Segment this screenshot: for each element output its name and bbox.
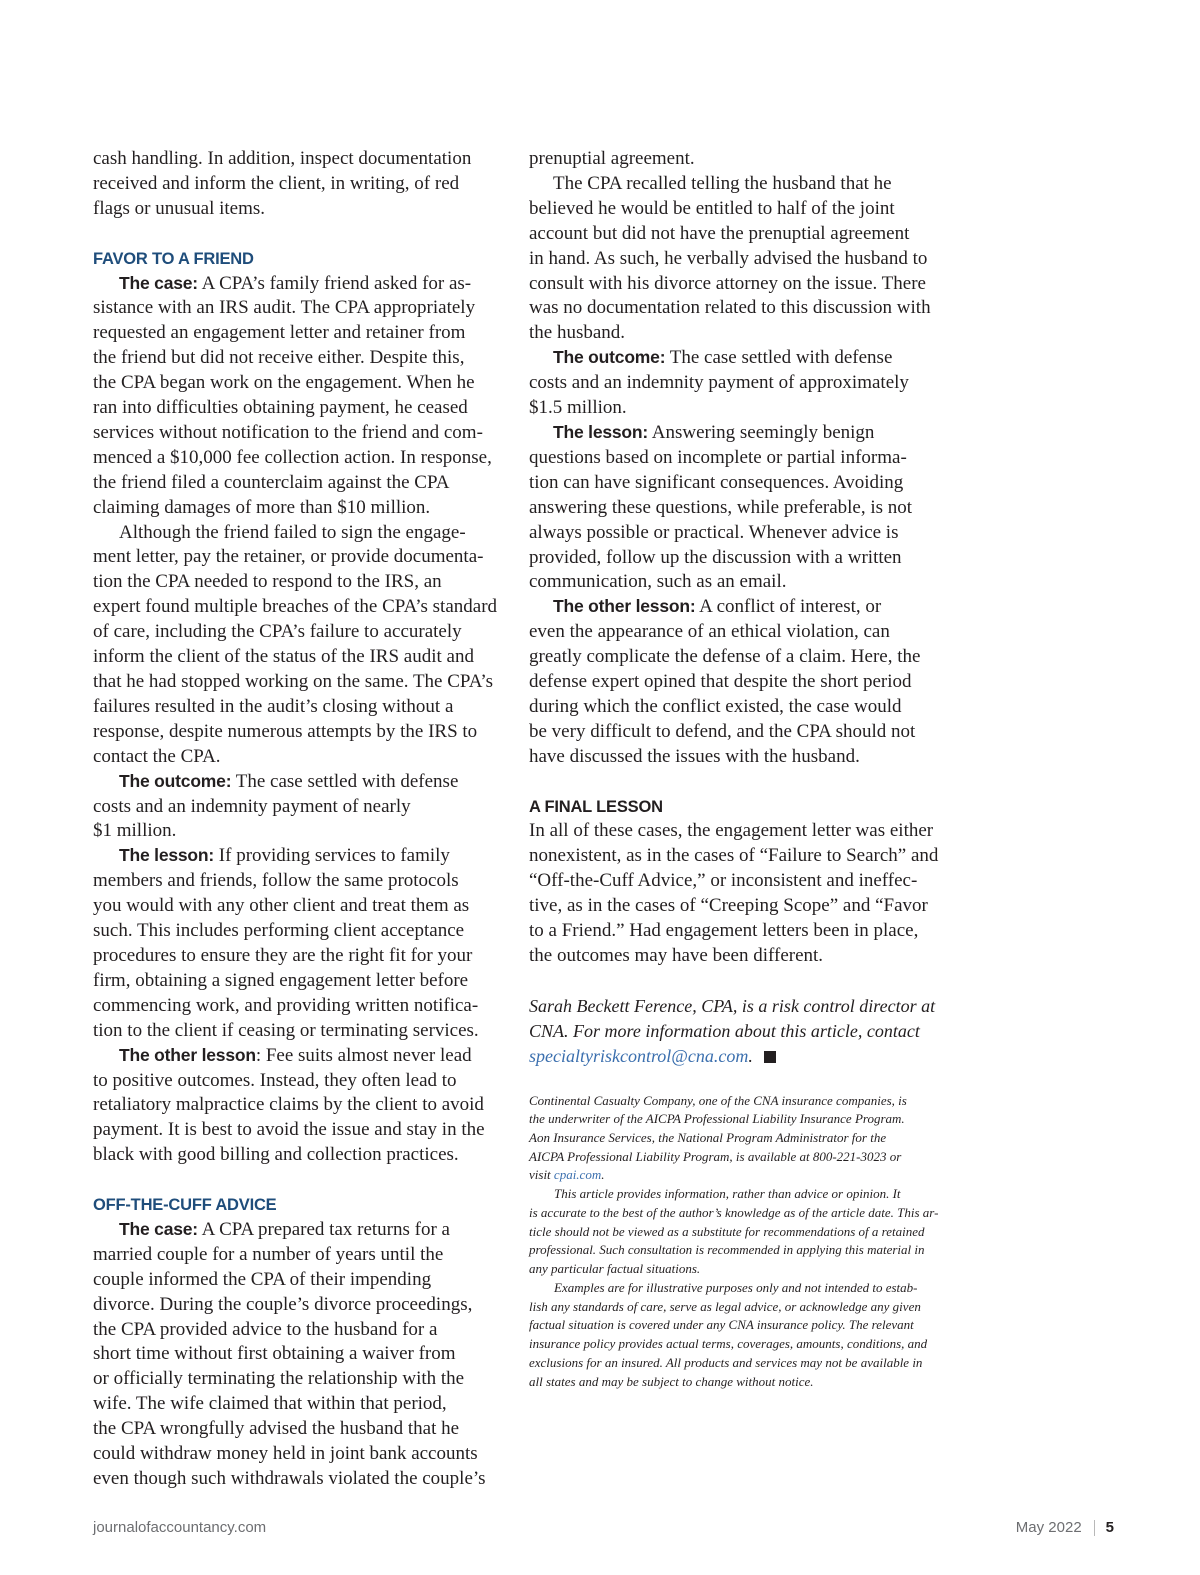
left-column (93, 147, 505, 1492)
other-lesson-text: A conflict of interest, or even the appearance of an ethical violation, can greatly complicate the defense of a claim. Here, the defense expert opined that despite the short period during which the conflict existed, the case would be very difficult to defend, and the CPA should not have discussed the issues with the husband. (529, 596, 921, 767)
favor-other-lesson-paragraph (93, 1044, 505, 1169)
final-lesson-paragraph: In all of these cases, the engagement letter was either nonexistent, as in the cases of “Failure to Search” and “Off-the-Cuff Advice,” or inconsistent and ineffec- tive, as in the cases of “Creeping Scope” and “Favor to a Friend.” Had engagement letters been in place, the outcomes may have been different. (529, 820, 939, 966)
lesson-label: The lesson: (553, 421, 649, 442)
outcome-label: The outcome: (119, 770, 232, 791)
favor-case-paragraph (93, 272, 505, 521)
off-the-cuff-other-lesson-paragraph (529, 595, 944, 769)
outcome-text: The case settled with defense costs and an indemnity payment of nearly $1 million. (93, 770, 459, 842)
cpai-link[interactable]: cpai.com (553, 1167, 602, 1183)
disclaimer (529, 1092, 949, 1392)
other-lesson-label: The other lesson: (553, 596, 696, 617)
author-bio-period: . (748, 1045, 753, 1066)
other-lesson-label: The other lesson (119, 1044, 256, 1065)
end-of-article-square-icon (764, 1051, 776, 1063)
case-label: The case: (119, 1218, 198, 1239)
lesson-text: If providing services to family members and friends, follow the same protocols you would with any other client and treat them as such. This includes performing client acceptance procedures to ensure they are the right fit for your firm, obtaining a signed engagement letter before commencing work, and providing written notifica- tion to the client if ceasing or terminating services. (93, 845, 479, 1041)
disclaimer-insurer-period: . (601, 1167, 605, 1183)
section-heading-favor-to-a-friend: FAVOR TO A FRIEND (93, 249, 254, 268)
disclaimer-paragraph-examples: Examples are for illustrative purposes only and not intended to estab- lish any standards of care, serve as legal advice, or acknowledge any given factual situation is covered under any CNA insurance policy. The relevant insurance policy provides actual terms, coverages, amounts, conditions, and exclusions for an insured. All products and services may not be available in all states and may be subject to change without notice. (529, 1279, 928, 1389)
intro-paragraph: cash handling. In addition, inspect documentation received and inform the client, in writing, of red flags or unusual items. (93, 148, 472, 219)
other-lesson-text: : Fee suits almost never lead to positive outcomes. Instead, they often lead to retaliatory malpractice claims by the client to avoid payment. It is best to avoid the issue and stay in the black with good billing and collection practices. (93, 1044, 485, 1166)
author-bio-text: Sarah Beckett Ference, CPA, is a risk control director at CNA. For more information about this article, contact (529, 995, 936, 1041)
right-column (529, 147, 944, 1069)
section-heading-a-final-lesson: A FINAL LESSON (529, 797, 663, 816)
favor-expert-paragraph: Although the friend failed to sign the engage- ment letter, pay the retainer, or provide documenta- tion the CPA needed to respond to the IRS, an expert found multiple breaches of the CPA’s standard of care, including the CPA’s failure to accurately inform the client of the status of the IRS audit and that he had stopped working on the same. The CPA’s failures resulted in the audit’s closing without a response, despite numerous attempts by the IRS to contact the CPA. (93, 521, 498, 767)
section-heading-off-the-cuff-advice: OFF-THE-CUFF ADVICE (93, 1196, 277, 1215)
favor-outcome-paragraph (93, 770, 505, 845)
outcome-text: The case settled with defense costs and an indemnity payment of approximately $1.5 million. (529, 347, 909, 419)
favor-lesson-paragraph (93, 844, 505, 1043)
disclaimer-paragraph-information: This article provides information, rather than advice or opinion. It is accurate to the best of the author’s knowledge as of the article date. This ar- ticle should not be viewed as a substitute for recommendations of a retained professional. Such consultation is recommended in applying this material in any particular factual situations. (529, 1186, 939, 1277)
cpa-recalled-paragraph: The CPA recalled telling the husband that he believed he would be entitled to half of the joint account but did not have the prenuptial agreement in hand. As such, he verbally advised the husband to consult with his divorce attorney on the issue. There was no documentation related to this discussion with the husband. (529, 172, 931, 344)
footer-issue-date: May 2022 (1015, 1518, 1082, 1536)
lesson-label: The lesson: (119, 845, 215, 866)
footer-separator (1094, 1520, 1095, 1536)
case-text: A CPA’s family friend asked for as- sistance with an IRS audit. The CPA appropriately requested an engagement letter and retainer from the friend but did not receive either. Despite this, the CPA began work on the engagement. When he ran into difficulties obtaining payment, he ceased services without notification to the friend and com- menced a $10,000 fee collection action. In response, the friend filed a counterclaim against the CPA claiming damages of more than $10 million. (93, 272, 492, 518)
author-email-link[interactable]: specialtyriskcontrol@cna.com (529, 1045, 749, 1066)
disclaimer-paragraph-insurer (529, 1092, 949, 1186)
continuation-paragraph: prenuptial agreement. (529, 148, 695, 169)
case-text: A CPA prepared tax returns for a married couple for a number of years until the couple informed the CPA of their impending divorce. During the couple’s divorce proceedings, the CPA provided advice to the husband for a short time without first obtaining a waiver from or officially terminating the relationship with the wife. The wife claimed that within that period, the CPA wrongfully advised the husband that he could withdraw money held in joint bank accounts even though such withdrawals violated the couple’s (93, 1218, 486, 1489)
disclaimer-insurer-text: Continental Casualty Company, one of the CNA insurance companies, is the underwriter of the AICPA Professional Liability Insurance Program. Aon Insurance Services, the National Program Administrator for the AICPA Professional Liability Program, is available at 800-221-3023 or visit (529, 1092, 907, 1183)
off-the-cuff-case-paragraph (93, 1218, 505, 1492)
off-the-cuff-lesson-paragraph (529, 421, 944, 595)
off-the-cuff-outcome-paragraph (529, 346, 944, 421)
footer-site-name: journalofaccountancy.com (93, 1518, 267, 1536)
page-number: 5 (1105, 1518, 1114, 1536)
lesson-text: Answering seemingly benign questions based on incomplete or partial informa- tion can have significant consequences. Avoiding answering these questions, while preferable, is not always possible or practical. Whenever advice is provided, follow up the discussion with a written communication, such as an email. (529, 421, 913, 593)
author-bio (529, 994, 944, 1069)
case-label: The case: (119, 272, 198, 293)
outcome-label: The outcome: (553, 347, 666, 368)
footer-page-info (1016, 1518, 1114, 1538)
